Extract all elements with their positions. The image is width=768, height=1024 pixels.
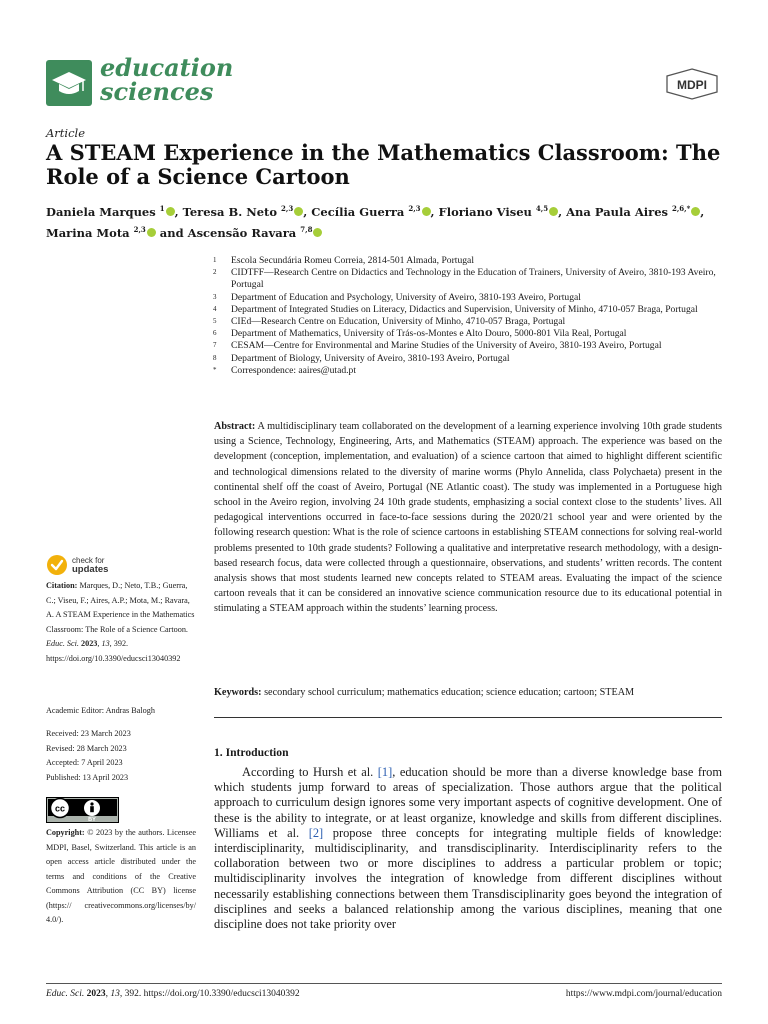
author-affiliation-sup: 2,3 (281, 204, 294, 213)
footer-rule (46, 983, 722, 984)
abstract (214, 419, 722, 617)
journal-name (100, 53, 234, 106)
author-name[interactable]: Daniela Marques (46, 204, 160, 219)
author-affiliation-sup: 4,5 (535, 204, 549, 213)
affiliation-item (213, 304, 728, 316)
citation: Citation: Marques, D.; Neto, T.B.; Guerra, C.; Viseu, F.; Aires, A.P.; Mota, M.; Ravara, A. A STEAM Experience in the Mathematics Classroom: The Role of a Science Cartoon. Educ. Sci. 2023, 13, 392. https://doi.org/10.3390/educsci13040392 (46, 581, 195, 663)
academic-editor: Academic Editor: Andras Balogh (46, 706, 155, 715)
author-separator: and (155, 225, 188, 240)
affiliation-text: Department of Mathematics, University of Trás-os-Montes e Alto Douro, 5000-801 Vila Real, Portugal (231, 328, 627, 340)
affiliation-item (213, 267, 728, 291)
copyright-label: Copyright: (46, 828, 85, 837)
affiliation-text: Department of Education and Psychology, University of Aveiro, 3810-193 Aveiro, Portugal (231, 291, 581, 303)
check-updates-line2: updates (72, 564, 109, 575)
author-separator: , (174, 204, 183, 219)
affiliation-text: CIEd—Research Centre on Education, University of Minho, 4710-057 Braga, Portugal (231, 316, 566, 328)
publication-dates (46, 727, 196, 785)
footer-volume: 13 (110, 989, 120, 999)
check-updates-line1: check for (72, 556, 105, 565)
orcid-icon[interactable] (294, 207, 303, 216)
check-for-updates-button[interactable] (46, 554, 108, 576)
affiliation-number: 7 (213, 341, 217, 350)
author-separator: , (700, 204, 705, 219)
author-affiliation-sup: 2,6,* (671, 204, 691, 213)
affiliation-text: CIDTFF—Research Centre on Didactics and Technology in the Education of Trainers, University of Aveiro, 3810-193 Aveiro, Portugal (231, 267, 716, 291)
affiliation-item (213, 292, 728, 304)
affiliation-number: 2 (213, 268, 217, 277)
author-separator: , (558, 204, 567, 219)
affiliation-number: 6 (213, 329, 217, 338)
keywords-label: Keywords: (214, 687, 262, 698)
introduction-paragraph (214, 765, 722, 932)
graduation-cap-icon (46, 60, 92, 106)
orcid-icon[interactable] (313, 228, 322, 237)
orcid-icon[interactable] (691, 207, 700, 216)
author-line-2 (46, 221, 726, 242)
author-name[interactable]: Marina Mota (46, 225, 134, 240)
abstract-text: A multidisciplinary team collaborated on the development of a learning experience involving 10th grade students using a Science, Technology, Engineering, Arts, and Mathematics (STEAM) approach. The experience was based on the development (conception, implementation, and evaluation) of a science cartoon that aimed to highlight different scientific and technological dimensions related to the diversity of marine worms (Phylo Annelida, class Polychaeta) present in the continental shelf off the coast of Aveiro, Portugal (NE Atlantic coast). The study was implemented in a Portuguese high school in the Aveiro region, involving 24 10th grade students, emphasizing a social context close to the students’ lives. All pedagogical interventions occurred in face-to-face sessions during the 2020/21 school year and were oriented by the following research question: What is the role of science cartoons in establishing STEAM connections for solving real-world problems presented to 10th grade students? Following a qualitative and interpretative research methodology, with a design-based research focus, data were collected through a questionnaire, observations, and students’ written records. The content analysis shows that most students learned new concepts related to STEAM areas. Evaluating the impact of the science cartoon reveals that it can be considered an innovative science communication resource due to its educational potential in stimulating a STEAM approach within the students’ learning process. (214, 421, 723, 615)
affiliation-text: Correspondence: aaires@utad.pt (231, 364, 356, 376)
author-name[interactable]: Teresa B. Neto (182, 204, 282, 219)
author-affiliation-sup: 2,3 (408, 204, 421, 213)
orcid-icon[interactable] (147, 228, 156, 237)
orcid-icon[interactable] (549, 207, 558, 216)
author-name[interactable]: Floriano Viseu (438, 204, 536, 219)
affiliations (213, 255, 728, 377)
date-published: Published: 13 April 2023 (46, 772, 129, 782)
abstract-label: Abstract: (214, 421, 256, 432)
date-received: Received: 23 March 2023 (46, 729, 131, 738)
intro-text-part2: , education should be more than a diverse knowledge base from which students jump forward to areas of specialization. Those authors argue that the political approach to curriculum design ignores some very important aspects of cognitive development. One of these is the ability to integrate, or at least organize, knowledge and skills from different disciplines. Williams et al. (214, 765, 722, 840)
author-name[interactable]: Ana Paula Aires (566, 204, 672, 219)
intro-text-part1: According to Hursh et al. (242, 765, 378, 779)
publisher-name: MDPI (677, 78, 707, 92)
affiliation-text: Department of Biology, University of Aveiro, 3810-193 Aveiro, Portugal (231, 352, 510, 364)
article-title: A STEAM Experience in the Mathematics Classroom: The Role of a Science Cartoon (46, 140, 721, 189)
section-divider (214, 717, 722, 718)
affiliation-item (213, 255, 728, 267)
copyright-notice (46, 826, 196, 928)
copyright-text: © 2023 by the authors. Licensee MDPI, Basel, Switzerland. This article is an open access article distributed under the terms and conditions of the Creative Commons Attribution (CC BY) license (https:// creativecommons.org/licenses/by/ 4.0/). (46, 828, 197, 924)
cc-by-license-icon[interactable] (46, 797, 119, 823)
footer-journal: Educ. Sci. (46, 989, 85, 999)
author-separator: , (430, 204, 439, 219)
author-name[interactable]: Ascensão Ravara (187, 225, 301, 240)
affiliation-number: 5 (213, 317, 217, 326)
citation-journal: Educ. Sci. (46, 639, 79, 648)
affiliation-text: Escola Secundária Romeu Correia, 2814-501 Almada, Portugal (231, 255, 474, 266)
affiliation-item (213, 365, 728, 377)
journal-name-line2: sciences (100, 77, 214, 106)
check-updates-icon (46, 554, 68, 576)
footer-journal-url[interactable]: https://www.mdpi.com/journal/education (565, 989, 722, 999)
footer-year: 2023 (86, 989, 106, 999)
date-revised: Revised: 28 March 2023 (46, 743, 127, 753)
section-heading: 1. Introduction (214, 746, 289, 759)
svg-text:cc: cc (54, 803, 66, 814)
affiliation-number: 4 (213, 304, 217, 313)
author-separator: , (303, 204, 312, 219)
reference-link-1[interactable]: [1] (377, 765, 393, 779)
footer-doi[interactable]: , 392. https://doi.org/10.3390/educsci13040392 (119, 989, 300, 999)
date-accepted: Accepted: 7 April 2023 (46, 758, 123, 767)
citation-label: Citation: (46, 581, 78, 590)
footer-citation: Educ. Sci. 2023, 13, 392. https://doi.org/10.3390/educsci13040392 (46, 989, 300, 999)
orcid-icon[interactable] (422, 207, 431, 216)
keywords (214, 686, 722, 700)
affiliation-text: CESAM—Centre for Environmental and Marine Studies of the University of Aveiro, 3810-193 Aveiro, Portugal (231, 340, 662, 352)
citation-year: 2023 (81, 639, 98, 648)
author-affiliation-sup: 1 (159, 204, 165, 213)
author-list (46, 200, 726, 242)
citation-doi[interactable]: , 392. https://doi.org/10.3390/educsci13040392 (46, 639, 181, 663)
affiliation-item (213, 340, 728, 352)
author-name[interactable]: Cecília Guerra (311, 204, 409, 219)
author-line-1 (46, 200, 726, 221)
svg-text:BY: BY (88, 817, 96, 823)
affiliation-number: * (213, 365, 217, 374)
author-affiliation-sup: 7,8 (300, 224, 313, 234)
affiliation-item (213, 328, 728, 340)
citation-volume: 13 (101, 639, 110, 648)
affiliation-item (213, 316, 728, 328)
affiliation-text: Department of Integrated Studies on Literacy, Didactics and Supervision, University of Minho, 4710-057 Braga, Portugal (231, 303, 698, 315)
affiliation-item (213, 353, 728, 365)
keywords-text: secondary school curriculum; mathematics education; science education; cartoon; STEAM (264, 687, 635, 698)
affiliation-number: 8 (213, 353, 217, 362)
mdpi-logo (664, 68, 720, 100)
journal-logo (46, 60, 92, 106)
affiliation-number: 3 (213, 292, 217, 301)
intro-text-part3: propose three concepts for integrating multiple fields of knowledge: interdisciplinarity, multidisciplinarity, and transdisciplinarity. Interdisciplinarity refers to the collaboration between two or more disciplines to address a particular problem or topic; multidisciplinarity involves the integration of knowledge from different disciplines without necessarily establishing connections between them Transdisciplinarity goes beyond the integration of disciplines and seeks a balanced relationship among the various disciplines, meaning that one discipline does not take priority over (214, 825, 722, 932)
article-type: Article (46, 126, 86, 140)
journal-name-line1: education (100, 53, 234, 82)
affiliation-number: 1 (213, 256, 217, 264)
reference-link-2[interactable]: [2] (308, 825, 324, 840)
orcid-icon[interactable] (166, 207, 175, 216)
citation-text: Marques, D.; Neto, T.B.; Guerra, C.; Viseu, F.; Aires, A.P.; Mota, M.; Ravara, A. A STEAM Experience in the Mathematics Classroom: The Role of a Science Cartoon. (46, 581, 195, 634)
author-affiliation-sup: 2,3 (133, 224, 146, 234)
